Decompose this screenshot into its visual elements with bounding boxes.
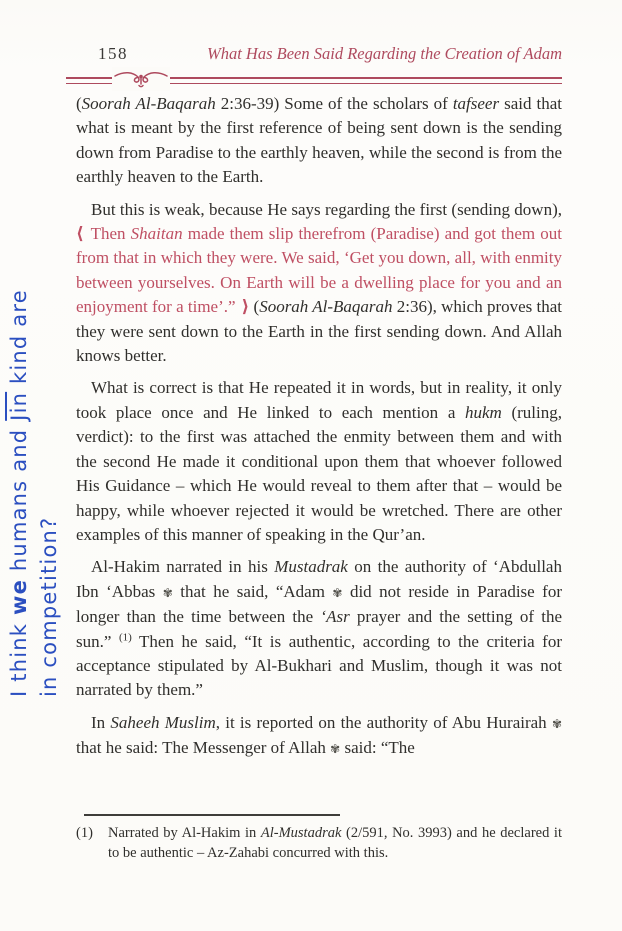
text-segment: said: “The (340, 738, 415, 758)
paragraph (76, 711, 562, 762)
paragraph (76, 198, 562, 369)
honorific-icon: ✾ (330, 742, 341, 757)
text-segment: Saheeh Muslim (110, 712, 216, 732)
text-segment: (1) (118, 630, 132, 643)
footnote-marker: (1) (76, 825, 93, 841)
running-header-title: What Has Been Said Regarding the Creation of Adam (206, 44, 562, 63)
text-segment: What is correct is that He repeated it in words, but in reality, it only took place once and He linked to each mention a (76, 378, 562, 422)
text-segment: (2/591, No. 3993) and he declared it to be authentic – Az-Zahabi concurred with this. (108, 825, 562, 861)
text-segment: ( (249, 297, 260, 317)
footnote-rule (84, 814, 340, 816)
text-segment: Mustadrak (274, 557, 348, 577)
text-segment: Soorah Al-Baqarah (259, 297, 393, 317)
honorific-icon: ✾ (551, 716, 562, 731)
text-segment: In (91, 712, 111, 732)
text-segment: Al-Hakim narrated in his (91, 557, 275, 577)
text-segment: prayer and the setting of the sun.” (76, 607, 562, 651)
text-segment: ⟨ (76, 224, 91, 245)
text-segment: on the authority of ‘Abdullah Ibn ‘Abbas (76, 557, 562, 601)
text-segment: (ruling, verdict): to the first was attached the enmity between them and with the second He made it conditional upon them that whoever followed His Guidance – which He would reveal to them after that – would be happy, while whoever rejected it would be wretched. There are other examples of this manner of speaking in the Qur’an. (76, 402, 562, 544)
text-segment: Shaitan (130, 224, 183, 244)
text-segment: we (7, 578, 31, 615)
text-segment: Then (90, 224, 131, 244)
text-segment: that he said: The Messenger of Allah (76, 738, 331, 758)
text-segment: Soorah Al-Baqarah (81, 94, 216, 113)
page-number: 158 (98, 44, 128, 63)
honorific-icon: ✾ (162, 585, 173, 600)
text-segment: ‘Asr (320, 607, 350, 627)
page-header (76, 44, 562, 64)
paragraph (76, 555, 562, 702)
text-segment: did not reside in Paradise for longer than the time between the (76, 581, 562, 627)
text-segment: , it is reported on the authority of Abu Hurairah (215, 712, 552, 732)
text-segment: said that what is meant by the first reference of being sent down is the sending down from Paradise to the earthly heaven, while the second is from the earthly heaven to the Earth. (76, 94, 562, 187)
marginalia-line (34, 107, 64, 697)
body-text (76, 92, 562, 770)
text-segment: that he said, “Adam (172, 581, 333, 601)
text-segment: Narrated by Al-Hakim in (108, 825, 261, 841)
text-segment: 2:36), which proves that they were sent down to the Earth in the first sending down. And Allah knows better. (76, 297, 563, 366)
text-segment: Al-Mustadrak (260, 825, 342, 841)
text-segment: in competition? (37, 516, 61, 697)
text-segment: humans and (7, 420, 31, 579)
text-segment: kind are (7, 289, 31, 392)
honorific-icon: ✾ (332, 585, 343, 600)
text-segment: hukm (465, 402, 502, 422)
text-segment: made them slip therefrom (Paradise) and got them out from that in which they were. We said, ‘Get you down, all, with enmity between yourselves. On Earth will be a dwelling place for you and an enjoyment for a time’.” (76, 224, 562, 317)
text-segment: ⟩ (235, 297, 250, 318)
text-segment: ( (76, 94, 82, 113)
marginalia-line (4, 107, 34, 697)
divider-ornament-icon (112, 67, 170, 91)
text-segment: $\overline{Jin}$ (7, 391, 31, 421)
text-segment: 2:36-39) Some of the scholars of (215, 94, 453, 113)
marginalia (4, 107, 62, 697)
footnote (76, 823, 562, 863)
text-segment: But this is weak, because He says regarding the first (sending down), (91, 199, 562, 219)
text-segment: Then he said, “It is authentic, according to the criteria for acceptance stipulated by Al-Bukhari and Muslim, though it was not narrated by them.” (76, 631, 562, 700)
footnote-text (108, 823, 562, 863)
text-segment: I think (7, 615, 31, 697)
paragraph (76, 376, 562, 547)
paragraph (76, 92, 562, 190)
text-segment: tafseer (452, 94, 500, 113)
